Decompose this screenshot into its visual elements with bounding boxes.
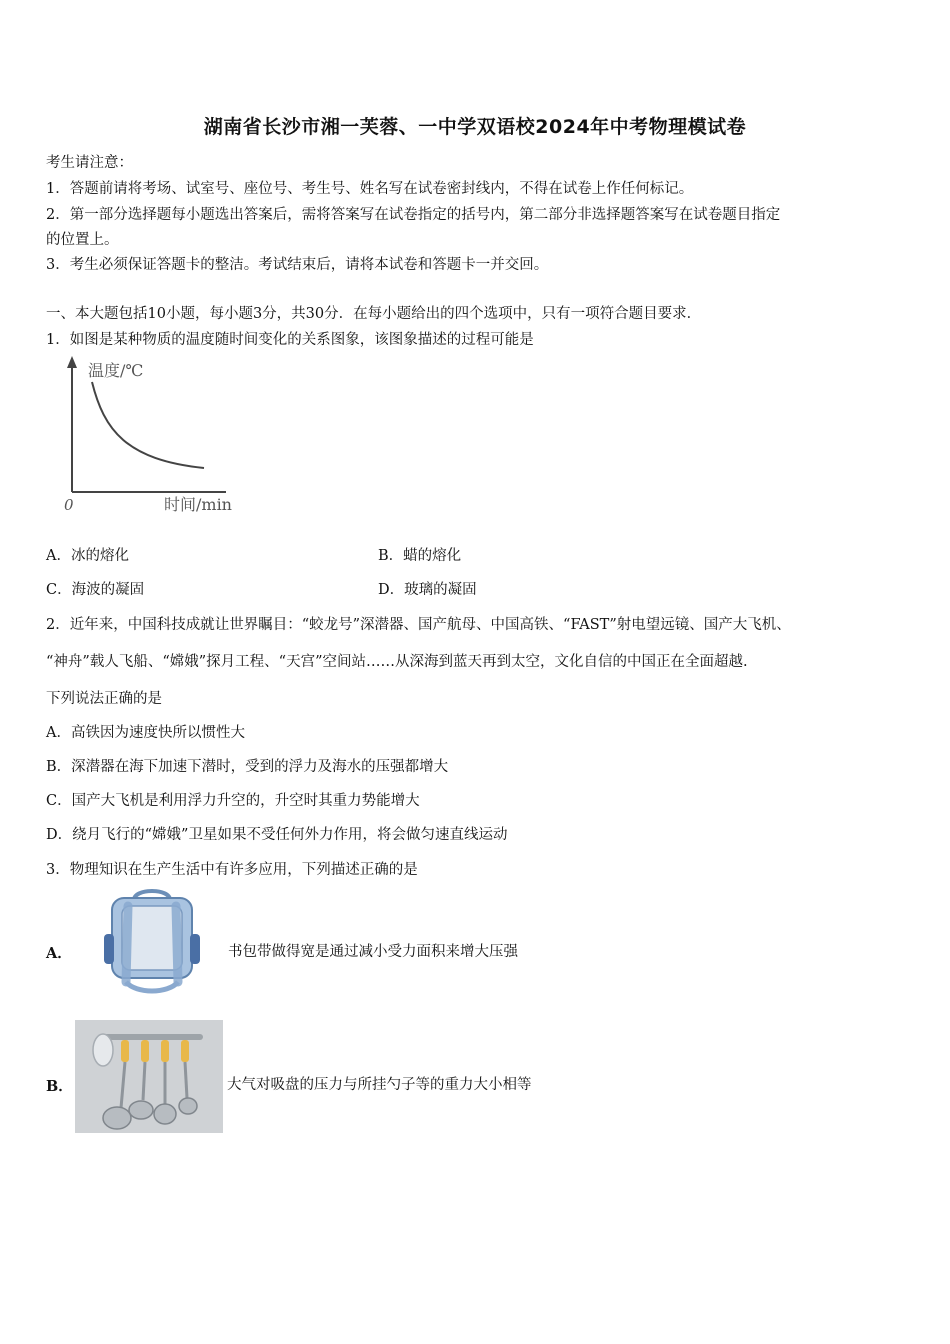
q1-option-c: C．海波的凝固	[46, 582, 145, 598]
q2-option-c: C．国产大飞机是利用浮力升空的，升空时其重力势能增大	[46, 793, 420, 809]
utensil-holder	[161, 1040, 169, 1062]
ladle-head	[103, 1107, 131, 1129]
origin-label: 0	[64, 496, 74, 514]
notice-heading: 考生请注意：	[46, 155, 133, 171]
q3-option-a-text: 书包带做得宽是通过减小受力面积来增大压强	[228, 944, 518, 960]
suction-hook-image	[75, 1020, 223, 1133]
spoon-head	[129, 1101, 153, 1119]
cooling-curve	[92, 382, 204, 468]
section-heading: 一、本大题包括10小题，每小题3分，共30分．在每小题给出的四个选项中，只有一项符合题目要求．	[46, 306, 702, 322]
strainer-head	[154, 1104, 176, 1124]
q1-option-b: B．蜡的熔化	[378, 548, 462, 564]
temperature-time-graph	[46, 350, 256, 518]
q1-option-a: A．冰的熔化	[46, 548, 129, 564]
hook-rail	[99, 1034, 203, 1040]
notice-item: 1．答题前请将考场、试室号、座位号、考生号、姓名写在试卷密封线内，不得在试卷上作任何标记。	[46, 181, 694, 197]
backpack-bottom-strap	[126, 982, 178, 991]
question-3-stem: 3．物理知识在生产生活中有许多应用，下列描述正确的是	[46, 862, 418, 878]
backpack-image	[96, 886, 208, 998]
utensil-handle	[143, 1062, 145, 1100]
question-2-stem-3: 下列说法正确的是	[46, 691, 162, 707]
question-2-stem-2: “神舟”载人飞船、“嫦娥”探月工程、“天宫”空间站……从深海到蓝天再到太空，文化自信的中国正在全面超越.	[46, 654, 748, 670]
q2-option-b: B．深潜器在海下加速下潜时，受到的浮力及海水的压强都增大	[46, 759, 449, 775]
utensil-holder	[181, 1040, 189, 1062]
y-axis-label: 温度/℃	[88, 361, 144, 380]
x-axis-label: 时间/min	[164, 495, 232, 514]
spoon-head	[179, 1098, 197, 1114]
q1-option-d: D．玻璃的凝固	[378, 582, 477, 598]
question-2-stem-1: 2．近年来，中国科技成就让世界瞩目：“蛟龙号”深潜器、国产航母、中国高铁、“FAST”射电望远镜、国产大飞机、	[46, 617, 791, 633]
backpack-side-pocket-left	[104, 934, 114, 964]
y-axis-arrow	[67, 356, 77, 368]
notice-item: 3．考生必须保证答题卡的整洁。考试结束后，请将本试卷和答题卡一并交回。	[46, 257, 549, 273]
page-title: 湖南省长沙市湘一芙蓉、一中学双语校2024年中考物理模试卷	[203, 116, 747, 138]
q3-option-a-label: A．	[46, 945, 72, 962]
utensil-handle	[185, 1062, 187, 1098]
q3-option-b-text: 大气对吸盘的压力与所挂勺子等的重力大小相等	[227, 1077, 532, 1093]
q2-option-d: D．绕月飞行的“嫦娥”卫星如果不受任何外力作用，将会做匀速直线运动	[46, 827, 508, 843]
suction-cup	[93, 1034, 113, 1066]
notice-item: 的位置上。	[46, 232, 119, 248]
backpack-side-pocket-right	[190, 934, 200, 964]
question-1-stem: 1．如图是某种物质的温度随时间变化的关系图象，该图象描述的过程可能是	[46, 332, 534, 348]
notice-item: 2．第一部分选择题每小题选出答案后，需将答案写在试卷指定的括号内，第二部分非选择题答案写在试卷题目指定	[46, 207, 781, 223]
q3-option-b-label: B．	[46, 1078, 73, 1095]
utensil-holder	[121, 1040, 129, 1062]
q2-option-a: A．高铁因为速度快所以惯性大	[46, 725, 245, 741]
utensil-holder	[141, 1040, 149, 1062]
